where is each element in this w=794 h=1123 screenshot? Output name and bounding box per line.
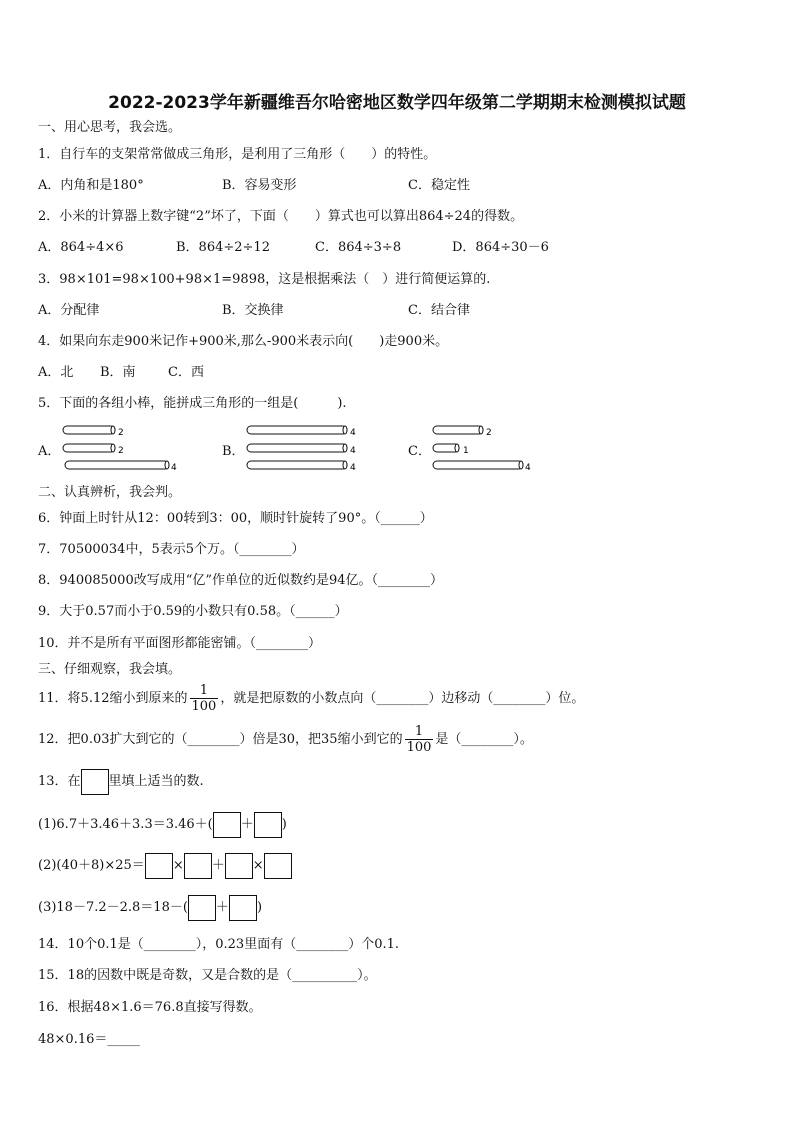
stick-a1-label: 2: [118, 428, 124, 438]
stick-b2: [246, 442, 358, 456]
question-10: 10．并不是所有平面图形都能密铺。（________）: [38, 636, 322, 651]
stick-b3-label: 4: [350, 463, 356, 473]
q3-option-c: C．结合律: [408, 303, 470, 318]
stick-c3-label: 4: [525, 463, 531, 473]
answer-box[interactable]: [254, 812, 282, 838]
question-2: 2．小米的计算器上数字键“2”坏了，下面（ ）算式也可以算出864÷24的得数。: [38, 209, 524, 224]
question-4: 4．如果向东走900米记作+900米,那么-900米表示向( )走900米。: [38, 334, 449, 349]
question-1: 1．自行车的支架常常做成三角形，是利用了三角形（ ）的特性。: [38, 147, 437, 162]
q1-option-c: C．稳定性: [408, 178, 470, 193]
answer-box[interactable]: [188, 895, 216, 921]
q13-p1-plus: ＋: [240, 817, 254, 832]
stick-c1-label: 2: [486, 428, 492, 438]
question-8: 8．940085000改写成用“亿”作单位的近似数约是94亿。（________）: [38, 573, 444, 588]
question-14: 14．10个0.1是（________），0.23里面有（________）个0.1.: [38, 937, 400, 952]
q13-post: 里填上适当的数.: [108, 774, 204, 789]
answer-box[interactable]: [213, 812, 241, 838]
q13-p2-plus: ＋: [211, 858, 225, 873]
stick-a3: [64, 459, 180, 473]
q5-option-b: B．: [222, 444, 245, 459]
question-15: 15．18的因数中既是奇数，又是合数的是（__________）。: [38, 968, 377, 983]
q11-fraction: [190, 683, 219, 714]
q12-post: 是（________）。: [435, 732, 533, 747]
q13-p3-expr: (3)18－7.2－2.8＝18－(: [38, 900, 188, 915]
stick-c2: [432, 442, 472, 456]
stick-b1-label: 4: [350, 428, 356, 438]
stick-b1: [246, 424, 358, 438]
question-9: 9．大于0.57而小于0.59的小数只有0.58。（______）: [38, 604, 348, 619]
stick-a2: [62, 442, 124, 456]
q4-option-c: C．西: [168, 365, 204, 380]
q13-pre: 13．在: [38, 774, 81, 789]
q13-p2-expr: (2)(40＋8)×25＝: [38, 858, 145, 873]
q11-pre: 11．将5.12缩小到原来的: [38, 691, 188, 706]
question-13: [38, 768, 204, 796]
question-6: 6．钟面上时针从12：00转到3：00，顺时针旋转了90°。（______）: [38, 511, 433, 526]
answer-box[interactable]: [229, 895, 257, 921]
q13-p1-expr: (1)6.7＋3.46＋3.3＝3.46＋(: [38, 817, 213, 832]
question-11: [38, 682, 584, 716]
stick-c1: [432, 424, 494, 438]
q12-denominator: 100: [406, 740, 432, 755]
stick-a1: [62, 424, 124, 438]
question-3: 3．98×101=98×100+98×1=9898，这是根据乘法（ ）进行简便运算的.: [38, 272, 491, 287]
q13-p2-times-2: ×: [252, 858, 264, 873]
section-heading-2: 二、认真辨析，我会判。: [38, 485, 182, 500]
question-13-part-1: [38, 811, 287, 839]
q1-option-a: A．内角和是180°: [38, 178, 144, 193]
q3-option-b: B．交换律: [222, 303, 284, 318]
answer-box[interactable]: [81, 769, 109, 795]
q5-option-c: C．: [408, 444, 431, 459]
stick-b2-label: 4: [350, 446, 356, 456]
q4-option-a: A．北: [38, 365, 74, 380]
stick-c2-label: 1: [463, 446, 469, 456]
q12-numerator: 1: [405, 724, 434, 740]
q4-option-b: B．南: [100, 365, 136, 380]
question-16: 16．根据48×1.6＝76.8直接写得数。: [38, 1000, 262, 1015]
section-heading-1: 一、用心思考，我会选。: [38, 120, 182, 135]
stick-c3: [432, 459, 536, 473]
question-13-part-3: [38, 894, 262, 922]
stick-a3-label: 4: [171, 463, 177, 473]
q2-option-a: A．864÷4×6: [38, 240, 124, 255]
q3-option-a: A．分配律: [38, 303, 100, 318]
question-5: 5．下面的各组小棒，能拼成三角形的一组是( ).: [38, 396, 347, 411]
answer-box[interactable]: [145, 853, 173, 879]
question-12: [38, 723, 533, 757]
q13-p1-close: ): [281, 817, 287, 832]
q2-option-c: C．864÷3÷8: [315, 240, 402, 255]
answer-box[interactable]: [264, 853, 292, 879]
q11-post: ，就是把原数的小数点向（________）边移动（________）位。: [220, 691, 585, 706]
q13-p2-times: ×: [172, 858, 184, 873]
q13-p3-close: ): [256, 900, 263, 915]
section-heading-3: 三、仔细观察，我会填。: [38, 662, 182, 677]
stick-b3: [246, 459, 358, 473]
question-13-part-2: [38, 852, 292, 880]
q11-denominator: 100: [191, 699, 217, 714]
q12-pre: 12．把0.03扩大到它的（________）倍是30，把35缩小到它的: [38, 732, 403, 747]
question-16-sub: 48×0.16＝_____: [38, 1032, 140, 1047]
page-title: 2022-2023学年新疆维吾尔哈密地区数学四年级第二学期期末检测模拟试题: [108, 93, 686, 113]
q12-fraction: [405, 724, 434, 755]
question-7: 7．70500034中，5表示5个万。（________）: [38, 542, 305, 557]
q5-option-a: A．: [38, 444, 61, 459]
q2-option-b: B．864÷2÷12: [176, 240, 270, 255]
answer-box[interactable]: [225, 853, 253, 879]
stick-a2-label: 2: [118, 446, 124, 456]
q2-option-d: D．864÷30－6: [452, 240, 549, 255]
answer-box[interactable]: [184, 853, 212, 879]
q1-option-b: B．容易变形: [222, 178, 297, 193]
q11-numerator: 1: [190, 683, 219, 699]
q13-p3-plus: ＋: [215, 900, 229, 915]
